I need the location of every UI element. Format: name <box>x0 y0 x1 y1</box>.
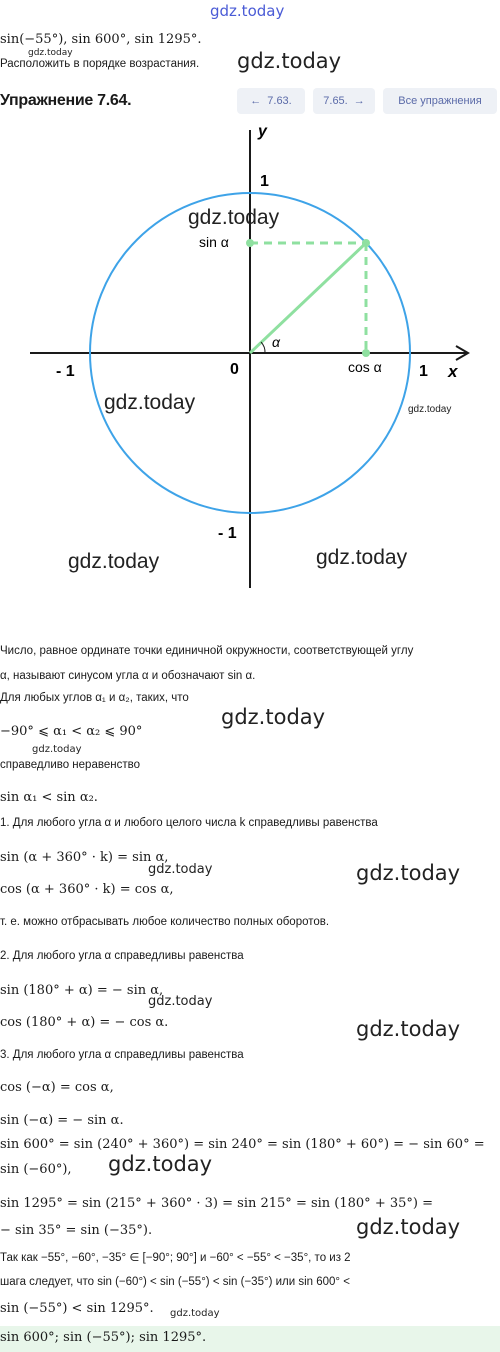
rule-1-formula-2: cos (α + 360° · k) = cos α, <box>0 882 174 897</box>
cos-point <box>362 349 370 357</box>
rule-3-formula-2: sin (−α) = − sin α. <box>0 1113 124 1128</box>
prev-exercise-button[interactable] <box>237 88 305 114</box>
task-instruction: Расположить в порядке возрастания. <box>0 58 200 70</box>
watermark: gdz.today <box>32 744 82 755</box>
watermark: gdz.today <box>148 862 213 877</box>
all-exercises-button[interactable] <box>383 88 497 114</box>
rule-3-formula-1: cos (−α) = cos α, <box>0 1080 114 1095</box>
watermark: gdz.today <box>148 994 213 1009</box>
solution-step-3a: Так как −55°, −60°, −35° ∈ [−90°; 90°] и −60° < −55° < −35°, то из 2 <box>0 1252 351 1264</box>
label-alpha: α <box>272 334 280 350</box>
exercise-title: Упражнение 7.64. <box>0 92 132 109</box>
watermark: gdz.today <box>237 49 342 73</box>
sin-point <box>246 239 254 247</box>
theory-paragraph-2: Для любых углов α₁ и α₂, таких, что <box>0 692 189 704</box>
watermark: gdz.today <box>68 550 160 573</box>
watermark: gdz.today <box>356 1215 461 1239</box>
arrow-right-icon: → <box>353 95 365 107</box>
task-expression: sin(−55°), sin 600°, sin 1295°. <box>0 32 202 47</box>
watermark: gdz.today <box>108 1152 213 1176</box>
theory-paragraph-3: справедливо неравенство <box>0 759 140 771</box>
watermark: gdz.today <box>28 48 73 58</box>
rule-2-formula-1: sin (180° + α) = − sin α, <box>0 983 164 998</box>
arrow-left-icon: ← <box>250 95 262 107</box>
rule-1: 1. Для любого угла α и любого целого числа k справедливы равенства <box>0 817 378 829</box>
y-axis-label: y <box>258 123 267 140</box>
theory-inequality-2: sin α₁ < sin α₂. <box>0 790 98 805</box>
solution-step-3c: sin (−55°) < sin 1295°. <box>0 1301 154 1316</box>
rule-1-note: т. е. можно отбрасывать любое количество полных оборотов. <box>0 916 330 928</box>
radius-line <box>250 243 366 353</box>
watermark: gdz.today <box>316 546 408 569</box>
label-left-minus-one: - 1 <box>56 363 75 380</box>
unit-circle-diagram <box>0 118 500 600</box>
next-exercise-label: 7.65. <box>323 95 348 107</box>
point-on-circle <box>362 239 370 247</box>
watermark: gdz.today <box>170 1308 220 1319</box>
label-right-one: 1 <box>419 363 428 380</box>
label-cos-alpha: cos α <box>348 359 382 375</box>
label-origin: 0 <box>230 361 239 378</box>
label-bottom-minus-one: - 1 <box>218 525 237 542</box>
solution-step-1a: sin 600° = sin (240° + 360°) = sin 240° = sin (180° + 60°) = − sin 60° = <box>0 1137 485 1152</box>
watermark: gdz.today <box>104 391 196 414</box>
rule-1-formula-1: sin (α + 360° · k) = sin α, <box>0 850 169 865</box>
rule-2: 2. Для любого угла α справедливы равенства <box>0 950 244 962</box>
watermark: gdz.today <box>356 1017 461 1041</box>
watermark: gdz.today <box>408 404 452 415</box>
theory-paragraph-1b: α, называют синусом угла α и обозначают sin α. <box>0 670 256 682</box>
watermark: gdz.today <box>356 861 461 885</box>
all-exercises-label: Все упражнения <box>398 95 482 107</box>
answer: sin 600°; sin (−55°); sin 1295°. <box>0 1330 207 1345</box>
theory-inequality-1: −90° ⩽ α₁ < α₂ ⩽ 90° <box>0 724 143 739</box>
prev-exercise-label: 7.63. <box>267 95 292 107</box>
label-top-one: 1 <box>260 173 269 190</box>
solution-step-1b: sin (−60°), <box>0 1162 72 1177</box>
rule-3: 3. Для любого угла α справедливы равенства <box>0 1049 244 1061</box>
solution-step-2a: sin 1295° = sin (215° + 360° · 3) = sin 215° = sin (180° + 35°) = <box>0 1196 433 1211</box>
label-sin-alpha: sin α <box>199 234 229 250</box>
theory-paragraph-1a: Число, равное ординате точки единичной окружности, соответствующей углу <box>0 645 414 657</box>
rule-2-formula-2: cos (180° + α) = − cos α. <box>0 1015 169 1030</box>
x-axis-label: x <box>448 362 458 381</box>
solution-step-3b: шага следует, что sin (−60°) < sin (−55°) < sin (−35°) или sin 600° < <box>0 1276 350 1288</box>
watermark: gdz.today <box>188 206 280 229</box>
watermark: gdz.today <box>221 705 326 729</box>
next-exercise-button[interactable] <box>313 88 375 114</box>
solution-step-2b: − sin 35° = sin (−35°). <box>0 1223 153 1238</box>
watermark-top: gdz.today <box>210 2 285 20</box>
